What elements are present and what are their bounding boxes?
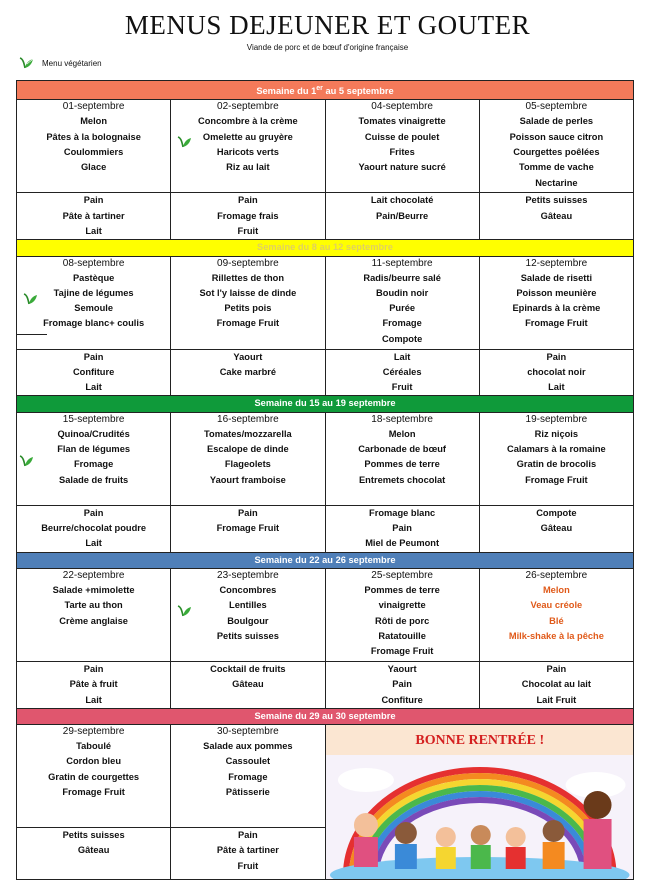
gouter-cell: Pain Pâte à tartiner Lait <box>17 193 171 240</box>
day-cell: 25-septembre Pommes de terre vinaigrette Rôti de porc Ratatouille Fromage Fruit <box>325 568 479 661</box>
gouter-cell: Compote Gâteau <box>479 505 633 552</box>
gouter-cell: Pain Pâte à fruit Lait <box>17 661 171 708</box>
gouter-cell: Pain Fromage frais Fruit <box>171 193 325 240</box>
vegetarian-leaf-icon <box>176 134 192 150</box>
week-header-5: Semaine du 29 au 30 septembre <box>17 708 634 724</box>
day-cell: 08-septembre Pastèque Tajine de légumes Semoule Fromage blanc+ coulis <box>17 256 171 349</box>
page-subtitle: Viande de porc et de bœuf d'origine française <box>246 43 409 52</box>
day-cell: 29-septembre Taboulé Cordon bleu Gratin de courgettes Fromage Fruit <box>17 725 171 828</box>
day-cell: 09-septembre Rillettes de thon Sot l'y laisse de dinde Petits pois Fromage Fruit <box>171 256 325 349</box>
day-cell: 01-septembre Melon Pâtes à la bolognaise Coulommiers Glace <box>17 100 171 193</box>
week-header-1: Semaine du 1er au 5 septembre <box>17 81 634 100</box>
legend <box>18 55 102 71</box>
day-cell: 02-septembre Concombre à la crème Omelette au gruyère Haricots verts Riz au lait <box>171 100 325 193</box>
week-header-4: Semaine du 22 au 26 septembre <box>17 552 634 568</box>
menu-table <box>16 80 634 880</box>
gouter-cell: Yaourt Cake marbré <box>171 349 325 396</box>
gouter-cell: Yaourt Pain Confiture <box>325 661 479 708</box>
day-cell: 16-septembre Tomates/mozzarella Escalope de dinde Flageolets Yaourt framboise <box>171 412 325 505</box>
day-cell: 12-septembre Salade de risetti Poisson meunière Epinards à la crème Fromage Fruit <box>479 256 633 349</box>
gouter-cell: Petits suisses Gâteau <box>17 828 171 880</box>
vegetarian-leaf-icon <box>176 603 192 619</box>
gouter-cell: Pain chocolat noir Lait <box>479 349 633 396</box>
day-cell: 11-septembre Radis/beurre salé Boudin noir Purée Fromage Compote <box>325 256 479 349</box>
gouter-cell: Pain Chocolat au lait Lait Fruit <box>479 661 633 708</box>
day-cell: 04-septembre Tomates vinaigrette Cuisse de poulet Frites Yaourt nature sucré <box>325 100 479 193</box>
day-cell: 18-septembre Melon Carbonade de bœuf Pommes de terre Entremets chocolat <box>325 412 479 505</box>
legend-label: Menu végétarien <box>42 58 102 68</box>
banner-text: BONNE RENTRÉE ! <box>414 733 544 749</box>
gouter-cell: Fromage blanc Pain Miel de Peumont <box>325 505 479 552</box>
day-cell: 26-septembre Melon Veau créole Blé Milk-shake à la pêche <box>479 568 633 661</box>
gouter-cell: Pain Confiture Lait <box>17 349 171 396</box>
day-cell: 23-septembre Concombres Lentilles Boulgour Petits suisses <box>171 568 325 661</box>
gouter-cell: Petits suisses Gâteau <box>479 193 633 240</box>
day-cell: 30-septembre Salade aux pommes Cassoulet Fromage Pâtisserie <box>171 725 325 828</box>
divider-line <box>17 334 47 335</box>
gouter-cell: Pain Fromage Fruit <box>171 505 325 552</box>
day-cell: 15-septembre Quinoa/Crudités Flan de légumes Fromage Salade de fruits <box>17 412 171 505</box>
vegetarian-leaf-icon <box>22 291 38 307</box>
page-title: MENUS DEJEUNER ET GOUTER <box>124 10 531 40</box>
rainbow-illustration <box>326 725 634 879</box>
day-cell: 19-septembre Riz niçois Calamars à la romaine Gratin de brocolis Fromage Fruit <box>479 412 633 505</box>
gouter-cell: Pain Beurre/chocolat poudre Lait <box>17 505 171 552</box>
vegetarian-leaf-icon <box>18 453 34 469</box>
gouter-cell: Lait chocolaté Pain/Beurre <box>325 193 479 240</box>
gouter-cell: Cocktail de fruits Gâteau <box>171 661 325 708</box>
leaf-icon <box>18 55 34 71</box>
gouter-cell: Pain Pâte à tartiner Fruit <box>171 828 325 880</box>
gouter-cell: Lait Céréales Fruit <box>325 349 479 396</box>
day-cell: 05-septembre Salade de perles Poisson sauce citron Courgettes poêlées Tomme de vache Nectarine <box>479 100 633 193</box>
week-header-2: Semaine du 8 au 12 septembre <box>17 240 634 256</box>
day-cell: 22-septembre Salade +mimolette Tarte au thon Crème anglaise <box>17 568 171 661</box>
bonne-rentree-banner <box>325 725 634 880</box>
week-header-3: Semaine du 15 au 19 septembre <box>17 396 634 412</box>
